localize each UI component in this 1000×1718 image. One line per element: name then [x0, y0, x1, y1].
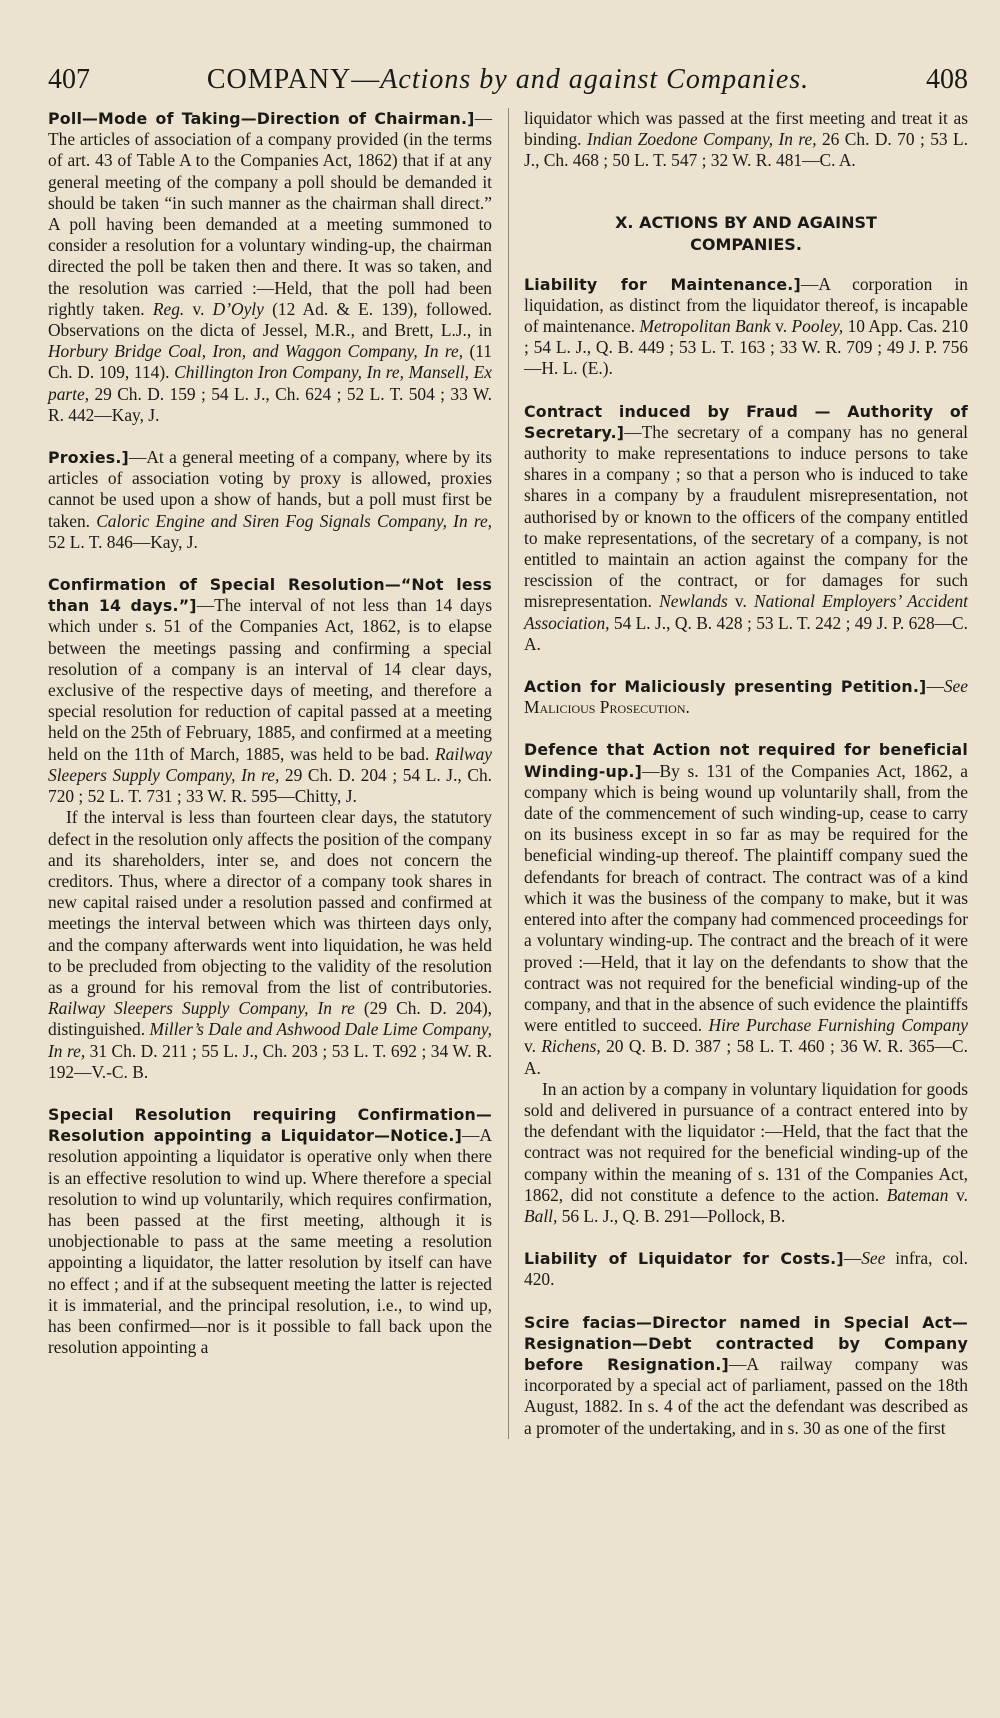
- text: (12 Ad. & E. 139), followed. Observations on the dicta of Jessel, M.R., and Brett, L.J., in: [48, 298, 493, 341]
- heading-poll: Poll—Mode of Taking—Direction of Chairman.]: [48, 109, 475, 128]
- heading-malicious-petition: Action for Maliciously presenting Petition.]: [524, 677, 927, 697]
- case-citation: Ball,: [524, 1205, 558, 1226]
- text: —A corporation in liquidation, as distinct from the liquidator thereof, is incapable of maintenance.: [524, 273, 968, 337]
- paragraph-proxies: [48, 447, 492, 553]
- text: —At a general meeting of a company, where by its articles of association voting by proxy is allowed, proxies cannot be used upon a show of hands, but a poll must first be taken.: [48, 447, 492, 531]
- heading-confirmation: Confirmation of Special Resolution—“Not less than 14 days.”]: [48, 575, 492, 616]
- text: (29 Ch. D. 204), distinguished.: [48, 998, 492, 1040]
- text: —: [843, 1248, 862, 1269]
- heading-special-resolution: Special Resolution requiring Confirmation—Resolution appointing a Liquidator—Notice.]: [48, 1104, 492, 1146]
- text: v.: [524, 1036, 542, 1057]
- left-column: [48, 108, 492, 1439]
- paragraph-goods-sold: [524, 1079, 968, 1227]
- text: v.: [727, 591, 755, 612]
- paragraph-interval: [48, 807, 492, 1083]
- text: 29 Ch. D. 159 ; 54 L. J., Ch. 624 ; 52 L. T. 504 ; 33 W. R. 442—Kay, J.: [48, 383, 492, 425]
- case-citation: Caloric Engine and Siren Fog Signals Company, In re,: [96, 510, 493, 531]
- case-citation: Miller’s Dale and Ashwood Dale Lime Company, In re,: [48, 1019, 493, 1061]
- see-reference: See: [943, 676, 968, 697]
- right-column: [524, 108, 968, 1439]
- heading-liquidator-costs: Liability of Liquidator for Costs.]: [524, 1249, 844, 1269]
- text: 52 L. T. 846—Kay, J.: [48, 531, 198, 552]
- text: 54 L. J., Q. B. 428 ; 53 L. T. 242 ; 49 J. P. 628—C. A.: [524, 612, 968, 654]
- paragraph-maintenance: [524, 274, 968, 380]
- text: —: [926, 676, 944, 697]
- case-citation: Reg.: [152, 298, 185, 319]
- heading-beneficial-winding-up: Defence that Action not required for beneficial Winding-up.]: [524, 740, 968, 781]
- text: (11 Ch. D. 109, 114).: [48, 341, 492, 383]
- case-citation: Metropolitan Bank: [639, 316, 771, 337]
- two-column-body: [48, 108, 968, 1439]
- case-citation: Newlands: [659, 591, 728, 612]
- section-heading: [524, 212, 968, 256]
- text: —By s. 131 of the Companies Act, 1862, a company which is being wound up voluntarily shall, from the date of the commencement of such winding-up, cease to carry on its business except in so far as may be required for the beneficial winding-up thereof. The plaintiff company sued the defendants for breach of contract. The contract was of a kind which it was the business of the company to make, but it was entered into after the company had commenced proceedings for a voluntary winding-up. The contract and the breach of it were proved :—Held, that it lay on the defendants to show that the contract was not required for the beneficial winding-up of the company, and that in the absence of such evidence the plaintiffs were entitled to succeed.: [524, 760, 968, 1036]
- text: —A railway company was incorporated by a special act of parliament, passed on the 18th August, 1882. In s. 4 of the act the defendant was described as a promoter of the undertaking, and in s. 30 as one of the first: [524, 1353, 968, 1438]
- cross-reference: Malicious Prosecution.: [524, 697, 690, 718]
- text: v.: [184, 298, 213, 319]
- text: 29 Ch. D. 204 ; 54 L. J., Ch. 720 ; 52 L. T. 731 ; 33 W. R. 595—Chitty, J.: [48, 764, 493, 807]
- case-citation: Bateman: [886, 1184, 949, 1205]
- paragraph-confirmation: [48, 574, 492, 807]
- section-heading-line1: X. ACTIONS BY AND AGAINST: [615, 212, 877, 232]
- text: 56 L. J., Q. B. 291—Pollock, B.: [557, 1205, 786, 1226]
- text: infra, col. 420.: [524, 1248, 969, 1290]
- case-citation: Pooley,: [791, 316, 844, 337]
- heading-scire-facias: Scire facias—Director named in Special Act—Resignation—Debt contracted by Company before Resignation.]: [524, 1312, 968, 1374]
- heading-fraud: Contract induced by Fraud — Authority of Secretary.]: [524, 401, 968, 442]
- case-citation: Railway Sleepers Supply Company, In re,: [48, 743, 492, 785]
- running-title: [48, 64, 968, 96]
- case-citation: Hire Purchase Furnishing Company: [708, 1015, 968, 1036]
- case-citation: National Employers’ Accident Association,: [524, 591, 969, 633]
- text: —The secretary of a company has no general authority to make representations to induce persons to take shares in a company ; so that a person who is induced to take shares in a company by a fraudulent misrepresentation, not authorised by or known to the officers of the company entitled to make representations, of the secretary of a company, is not entitled to maintain an action against the company for the rescission of the contract, or for damages for such misrepresentation.: [524, 421, 968, 612]
- text: 26 Ch. D. 70 ; 53 L. J., Ch. 468 ; 50 L. T. 547 ; 32 W. R. 481—C. A.: [524, 129, 968, 171]
- heading-maintenance: Liability for Maintenance.]: [524, 274, 801, 294]
- text: 20 Q. B. D. 387 ; 58 L. T. 460 ; 36 W. R. 365—C. A.: [524, 1036, 968, 1078]
- column-divider: [508, 108, 509, 1439]
- case-citation: Richens,: [541, 1036, 601, 1057]
- heading-proxies: Proxies.]: [48, 448, 129, 468]
- text: —A resolution appointing a liquidator is operative only when there is an effective resolution to wind up. Where therefore a special resolution to wind up voluntarily, which requires confirmation, has been passed at the first meeting, although it is unobjectionable to pass at the same meeting a resolution appointing a liquidator, the latter resolution by itself can have no effect ; and if at the subsequent meeting the latter is rejected it is immaterial, and the principal resolution, i.e., to wind up, has been confirmed—nor is it possible to fall back upon the resolution appointing a: [48, 1125, 492, 1358]
- section-heading-line2: COMPANIES.: [690, 234, 802, 254]
- running-title-main: COMPANY—: [206, 64, 381, 95]
- text: —The articles of association of a company provided (in the terms of art. 43 of Table A to the Companies Act, 1862) that if at any general meeting of the company a poll should be demanded it should be taken “in such manner as the chairman shall direct.” A poll having been demanded at a meeting summoned to consider a resolution for a voluntary winding-up, the chairman directed the poll be taken then and there. It was so taken, and the resolution was carried :—Held, that the poll had been rightly taken.: [48, 108, 492, 319]
- paragraph-poll: [48, 108, 492, 426]
- case-citation: Chillington Iron Company, In re, Mansell, Ex parte,: [48, 362, 493, 404]
- text: In an action by a company in voluntary liquidation for goods sold and delivered in pursuance of a contract entered into by the defendant with the liquidator :—Held, that the fact that the contract was not required for the beneficial winding-up of the company within the meaning of s. 131 of the Companies Act, 1862, did not constitute a defence to the action.: [524, 1078, 968, 1205]
- paragraph-scire-facias: [524, 1312, 968, 1439]
- text: —The interval of not less than 14 days which under s. 51 of the Companies Act, 1862, is to elapse between the meetings passing and confirming a special resolution of a company is an interval of 14 clear days, exclusive of the respective days of meeting, and therefore a special resolution for reduction of capital passed at a meeting held on the 25th of February, 1885, and confirmed at a meeting held on the 11th of March, 1885, was held to be bad.: [48, 595, 492, 764]
- running-header: [48, 58, 968, 108]
- paragraph-continued: [524, 108, 968, 172]
- text: v.: [948, 1184, 968, 1205]
- paragraph-malicious-petition: [524, 676, 968, 718]
- text: liquidator which was passed at the first meeting and treat it as binding.: [524, 108, 968, 150]
- text: If the interval is less than fourteen clear days, the statutory defect in the resolution only affects the position of the company and its shareholders, inter se, and does not concern the creditors. Thus, where a director of a company took shares in new capital raised under a resolution passed and confirmed at meetings the interval between which was thirteen days only, and the company afterwards went into liquidation, he was held to be precluded from objecting to the validity of the resolution as a ground for his removal from the list of contributories.: [48, 807, 492, 997]
- text: 10 App. Cas. 210 ; 54 L. J., Q. B. 449 ; 53 L. T. 163 ; 33 W. R. 709 ; 49 J. P. 756—H. L. (E.).: [524, 316, 969, 379]
- text: v.: [770, 316, 792, 337]
- case-citation: Railway Sleepers Supply Company, In re: [48, 998, 355, 1019]
- page-number-left: 407: [48, 64, 90, 95]
- text: 31 Ch. D. 211 ; 55 L. J., Ch. 203 ; 53 L. T. 692 ; 34 W. R. 192—V.-C. B.: [48, 1040, 492, 1082]
- case-citation: D’Oyly: [212, 298, 264, 319]
- see-reference: See: [861, 1248, 886, 1269]
- case-citation: Indian Zoedone Company, In re,: [586, 129, 817, 150]
- running-title-italic: Actions by and against Companies.: [380, 64, 810, 95]
- paragraph-beneficial-winding-up: [524, 739, 968, 1078]
- paragraph-special-resolution: [48, 1104, 492, 1358]
- paragraph-liquidator-costs: [524, 1248, 968, 1290]
- case-citation: Horbury Bridge Coal, Iron, and Waggon Company, In re,: [48, 341, 464, 362]
- paragraph-fraud: [524, 401, 968, 655]
- page-number-right: 408: [926, 64, 968, 95]
